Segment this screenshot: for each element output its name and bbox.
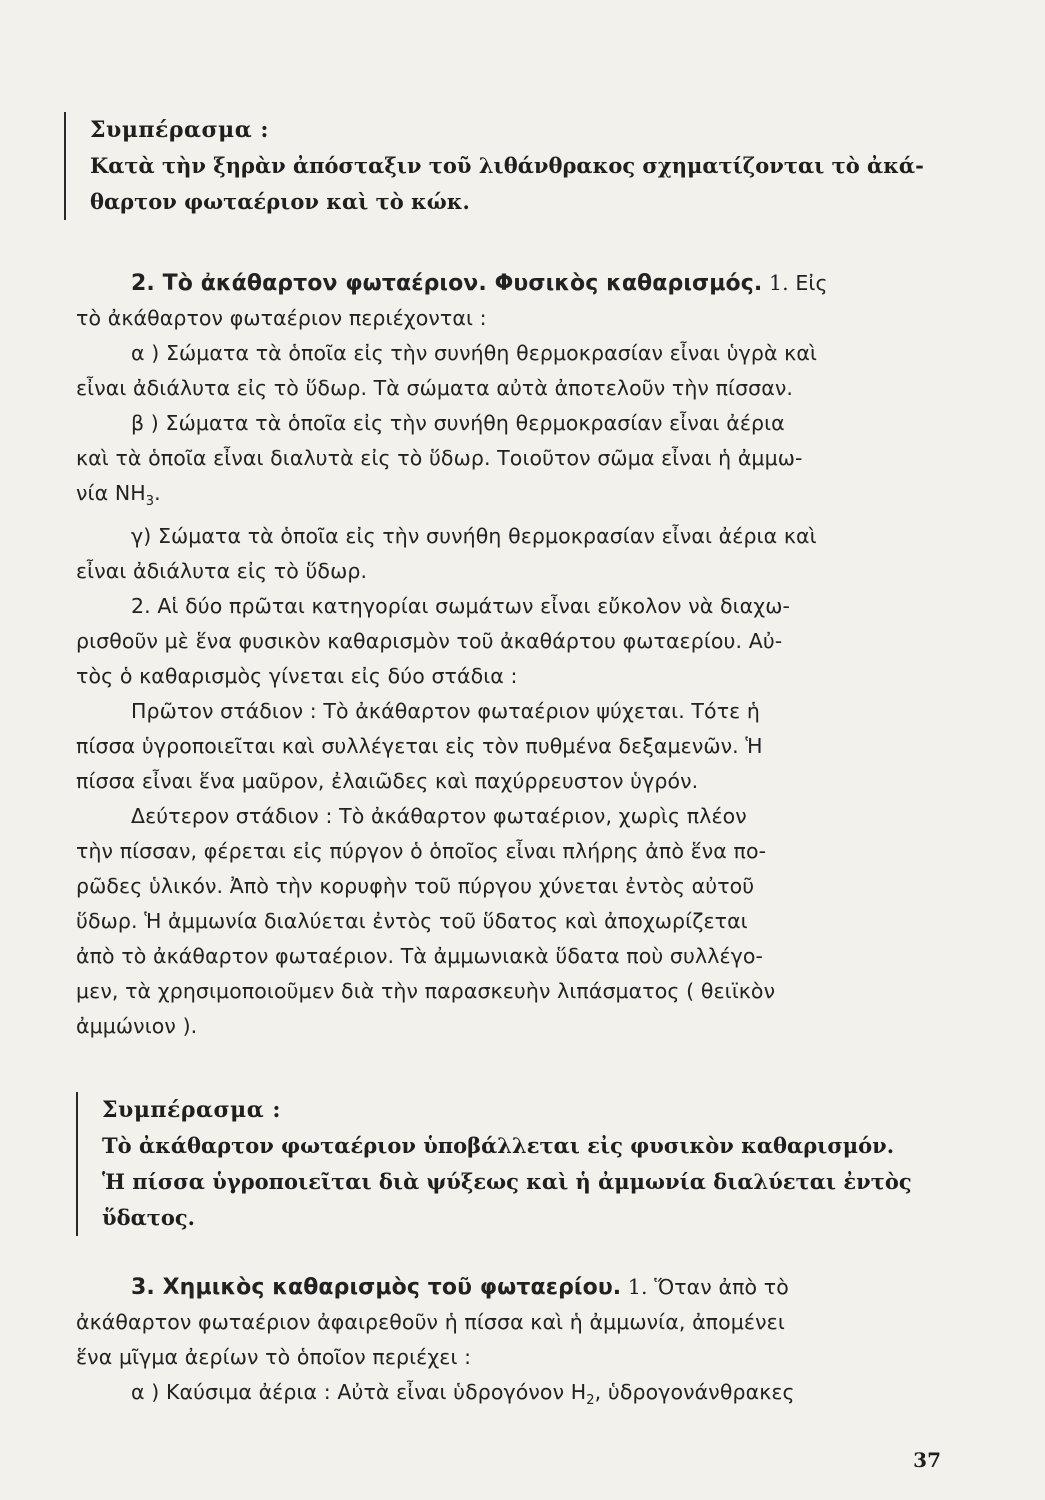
paragraph-line: Δεύτερον στάδιον : Τὸ ἀκάθαρτον φωταέριον, χωρὶς πλέον bbox=[131, 804, 747, 829]
paragraph-line: τὸς ὁ καθαρισμὸς γίνεται εἰς δύο στάδια : bbox=[76, 664, 518, 689]
section-heading-line bbox=[76, 1270, 956, 1305]
paragraph-line: ρισθοῦν μὲ ἕνα φυσικὸν καθαρισμὸν τοῦ ἀκαθάρτου φωταερίου. Αὐ- bbox=[76, 629, 783, 654]
paragraph-line: πίσσα ὑγροποιεῖται καὶ συλλέγεται εἰς τὸν πυθμένα δεξαμενῶν. Ἡ bbox=[76, 734, 763, 759]
paragraph-line: καὶ τὰ ὁποῖα εἶναι διαλυτὰ εἰς τὸ ὕδωρ. Τοιοῦτον σῶμα εἶναι ἡ ἀμμω- bbox=[76, 446, 803, 470]
paragraph-number: 1. bbox=[627, 1275, 648, 1299]
conclusion-label: Συμπέρασμα : bbox=[102, 1097, 281, 1123]
paragraph-text: Εἰς bbox=[795, 271, 828, 295]
section-heading-line bbox=[76, 266, 956, 301]
paragraph-line: ἕνα μῖγμα ἀερίων τὸ ὁποῖον περιέχει : bbox=[76, 1345, 472, 1369]
section-heading: 2. Τὸ ἀκάθαρτον φωταέριον. Φυσικὸς καθαρισμός. bbox=[131, 271, 763, 296]
section-3 bbox=[76, 1270, 956, 1418]
section-heading: 3. Χημικὸς καθαρισμὸς τοῦ φωταερίου. bbox=[131, 1275, 622, 1300]
paragraph-line: τὸ ἀκάθαρτον φωταέριον περιέχονται : bbox=[76, 306, 487, 330]
paragraph-line: α ) Σώματα τὰ ὁποῖα εἰς τὴν συνήθη θερμοκρασίαν εἶναι ὑγρὰ καὶ bbox=[131, 341, 818, 365]
formula-text: νία NH bbox=[76, 481, 146, 505]
formula-text: α ) Καύσιμα ἀέρια : Αὐτὰ εἶναι ὑδρογόνον H bbox=[131, 1380, 587, 1404]
paragraph-line: εἶναι ἀδιάλυτα εἰς τὸ ὕδωρ. Τὰ σώματα αὐτὰ ἀποτελοῦν τὴν πίσσαν. bbox=[76, 376, 794, 400]
conclusion-line: ὕδατος. bbox=[102, 1205, 195, 1230]
formula-end: , ὑδρογονάνθρακες bbox=[594, 1380, 795, 1404]
paragraph-line: Πρῶτον στάδιον : Τὸ ἀκάθαρτον φωταέριον ψύχεται. Τότε ἡ bbox=[131, 699, 761, 724]
conclusion-box-1 bbox=[64, 112, 970, 220]
paragraph-line: ρῶδες ὑλικόν. Ἀπὸ τὴν κορυφὴν τοῦ πύργου χύνεται ἐντὸς αὐτοῦ bbox=[76, 874, 755, 899]
formula-subscript: 3 bbox=[145, 494, 155, 510]
paragraph-line: γ) Σώματα τὰ ὁποῖα εἰς τὴν συνήθη θερμοκρασίαν εἶναι ἀέρια καὶ bbox=[131, 524, 817, 549]
paragraph-line: β ) Σώματα τὰ ὁποῖα εἰς τὴν συνήθη θερμοκρασίαν εἶναι ἀέρια bbox=[131, 411, 785, 435]
paragraph-number: 1. bbox=[768, 271, 789, 295]
conclusion-label: Συμπέρασμα : bbox=[90, 117, 269, 143]
paragraph-line: 2. Αἱ δύο πρῶται κατηγορίαι σωμάτων εἶναι εὔκολον νὰ διαχω- bbox=[131, 594, 790, 619]
paragraph-line: μεν, τὰ χρησιμοποιοῦμεν διὰ τὴν παρασκευὴν λιπάσματος ( θειϊκὸν bbox=[76, 979, 776, 1004]
paragraph-line: εἶναι ἀδιάλυτα εἰς τὸ ὕδωρ. bbox=[76, 559, 368, 584]
paragraph-line: πίσσα εἶναι ἕνα μαῦρον, ἐλαιῶδες καὶ παχύρρευστον ὑγρόν. bbox=[76, 769, 699, 794]
conclusion-line: Ἡ πίσσα ὑγροποιεῖται διὰ ψύξεως καὶ ἡ ἀμμωνία διαλύεται ἐντὸς bbox=[102, 1169, 912, 1194]
conclusion-box-2 bbox=[76, 1092, 972, 1236]
paragraph-line: ἀκάθαρτον φωταέριον ἀφαιρεθοῦν ἡ πίσσα καὶ ἡ ἀμμωνία, ἀπομένει bbox=[76, 1310, 785, 1334]
conclusion-line: Κατὰ τὴν ξηρὰν ἀπόσταξιν τοῦ λιθάνθρακος σχηματίζονται τὸ ἀκά- bbox=[90, 153, 924, 178]
formula-end: . bbox=[154, 481, 161, 505]
paragraph-line: ἀμμώνιον ). bbox=[76, 1014, 198, 1039]
paragraph-line: ὕδωρ. Ἡ ἀμμωνία διαλύεται ἐντὸς τοῦ ὕδατος καὶ ἀποχωρίζεται bbox=[76, 909, 748, 934]
conclusion-line: θαρτον φωταέριον καὶ τὸ κώκ. bbox=[90, 189, 470, 214]
formula-subscript: 2 bbox=[586, 1393, 595, 1409]
paragraph-line bbox=[76, 1375, 956, 1418]
paragraph-text: Ὅταν ἀπὸ τὸ bbox=[654, 1275, 789, 1299]
paragraph-line: τὴν πίσσαν, φέρεται εἰς πύργον ὁ ὁποῖος εἶναι πλήρης ἀπὸ ἕνα πο- bbox=[76, 839, 767, 864]
paragraph-line: ἀπὸ τὸ ἀκάθαρτον φωταέριον. Τὰ ἀμμωνιακὰ ὕδατα ποὺ συλλέγο- bbox=[76, 944, 763, 969]
paragraph-line bbox=[76, 476, 956, 519]
section-2 bbox=[76, 266, 956, 1044]
page-number: 37 bbox=[913, 1448, 941, 1472]
conclusion-line: Τὸ ἀκάθαρτον φωταέριον ὑποβάλλεται εἰς φυσικὸν καθαρισμόν. bbox=[102, 1133, 895, 1158]
